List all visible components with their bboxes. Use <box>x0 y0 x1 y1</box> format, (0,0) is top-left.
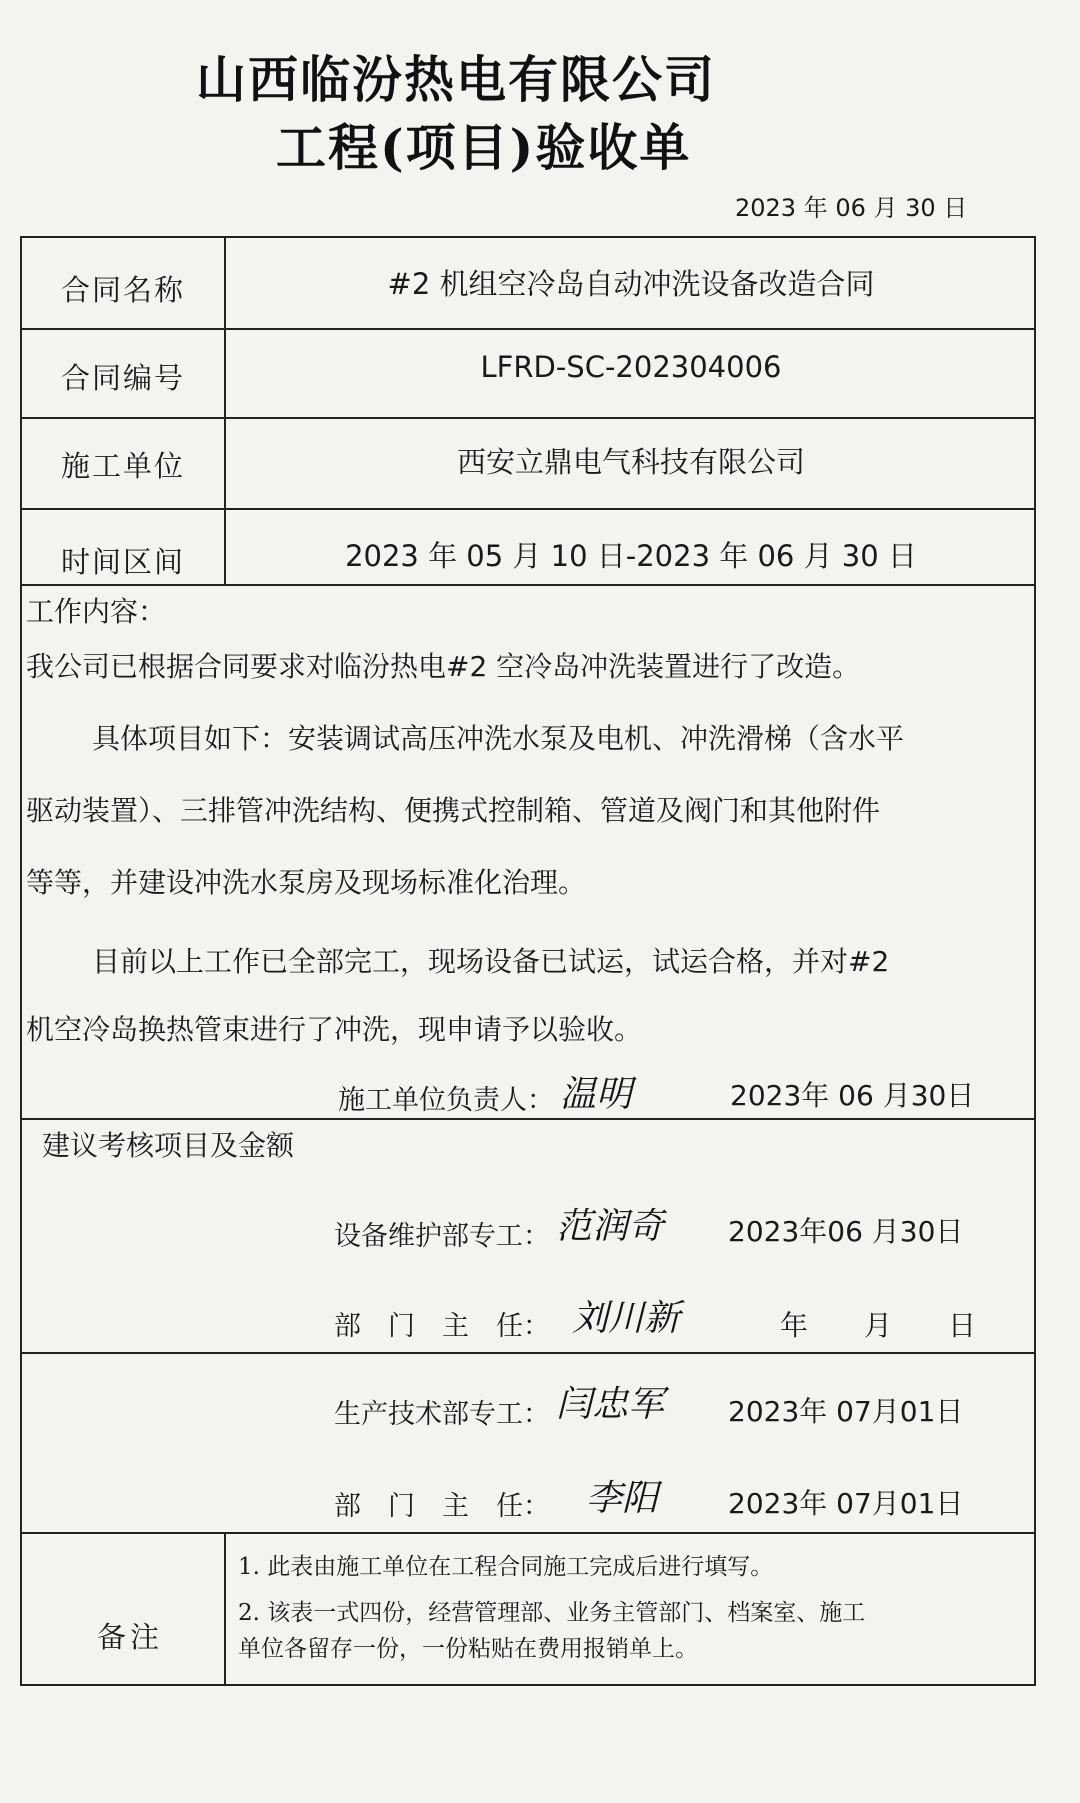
signature-production-engineer: 闫忠军 <box>556 1384 665 1425</box>
row-value: 2023 年 05 月 10 日-2023 年 06 月 30 日 <box>345 539 917 573</box>
work-line: 目前以上工作已全部完工，现场设备已试运，试运合格，并对#2 <box>92 945 890 978</box>
row-value: #2 机组空冷岛自动冲洗设备改造合同 <box>387 267 875 301</box>
remark-item: 1. 此表由施工单位在工程合同施工完成后进行填写。 <box>238 1554 774 1580</box>
signature-label: 生产技术部专工： <box>334 1399 550 1430</box>
contractor-signer-label: 施工单位负责人： <box>338 1085 554 1116</box>
work-line: 我公司已根据合同要求对临汾热电#2 空冷岛冲洗装置进行了改造。 <box>26 650 861 683</box>
work-line: 机空冷岛换热管束进行了冲洗，现申请予以验收。 <box>26 1013 643 1046</box>
signature-maintenance-director: 刘川新 <box>572 1298 681 1339</box>
row-label: 施工单位 <box>60 449 185 483</box>
row-value: 西安立鼎电气科技有限公司 <box>456 445 805 479</box>
row-label: 合同编号 <box>60 361 185 395</box>
signature-label: 部 门 主 任： <box>334 1311 550 1342</box>
row-label: 合同名称 <box>60 273 185 307</box>
work-line: 具体项目如下：安装调试高压冲洗水泵及电机、冲洗滑梯（含水平 <box>92 722 905 755</box>
form-date: 2023 年 06 月 30 日 <box>735 194 968 222</box>
work-line: 等等，并建设冲洗水泵房及现场标准化治理。 <box>26 866 587 899</box>
divider <box>20 1352 1036 1354</box>
divider <box>20 1532 1036 1534</box>
divider <box>20 328 1036 330</box>
signature-equipment-engineer: 范润奇 <box>556 1206 665 1247</box>
divider <box>20 508 1036 510</box>
signature-production-director: 李阳 <box>586 1478 659 1519</box>
signature-label: 部 门 主 任： <box>334 1491 550 1522</box>
remarks-label: 备注 <box>96 1620 163 1654</box>
signature-label: 设备维护部专工： <box>334 1221 550 1252</box>
signature-date: 2023年06 月30日 <box>728 1215 964 1248</box>
divider <box>20 1118 1036 1120</box>
divider <box>20 417 1036 419</box>
contractor-signature: 温明 <box>560 1074 633 1115</box>
row-value: LFRD-SC-202304006 <box>480 350 782 384</box>
contractor-sign-date: 2023年 06 月30日 <box>730 1079 975 1112</box>
company-title: 山西临汾热电有限公司 <box>196 50 716 109</box>
signature-date: 2023年 07月01日 <box>728 1487 964 1520</box>
remark-item: 单位各留存一份，一份粘贴在费用报销单上。 <box>238 1636 698 1662</box>
signature-date: 年 月 日 <box>780 1309 977 1342</box>
form-title: 工程(项目)验收单 <box>276 118 692 177</box>
divider <box>20 584 1036 586</box>
assessment-heading: 建议考核项目及金额 <box>42 1129 295 1162</box>
row-label: 时间区间 <box>60 545 185 579</box>
work-line: 驱动装置）、三排管冲洗结构、便携式控制箱、管道及阀门和其他附件 <box>26 794 881 827</box>
signature-date: 2023年 07月01日 <box>728 1395 964 1428</box>
remark-item: 2. 该表一式四份，经营管理部、业务主管部门、档案室、施工 <box>238 1600 866 1626</box>
work-heading: 工作内容： <box>26 595 167 628</box>
divider <box>224 1532 226 1686</box>
